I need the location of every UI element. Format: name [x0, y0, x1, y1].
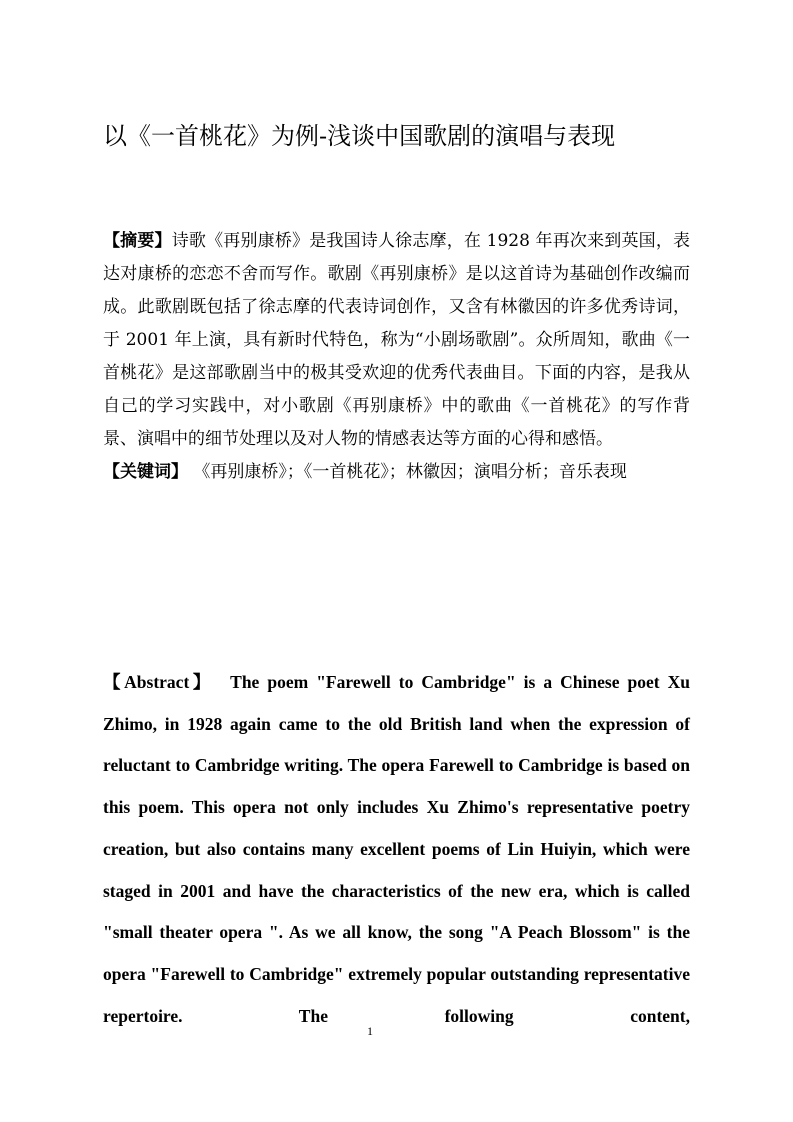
abstract-en-label: 【Abstract】: [103, 672, 215, 692]
keywords-cn-text: 《再别康桥》；《一首桃花》；林徽因；演唱分析；音乐表现: [188, 462, 627, 482]
chinese-keywords: [103, 456, 690, 489]
chinese-abstract: [103, 225, 690, 456]
abstract-cn-text: 诗歌《再别康桥》是我国诗人徐志摩，在 1928 年再次来到英国，表达对康桥的恋恋不舍而写作。歌剧《再别康桥》是以这首诗为基础创作改编而成。此歌剧既包括了徐志摩的代表诗词创作，又含有林徽因的许多优秀诗词，于 2001 年上演，具有新时代特色，称为“小剧场歌剧”。众所周知，歌曲《一首桃花》是这部歌剧当中的极其受欢迎的优秀代表曲目。下面的内容，是我从自己的学习实践中，对小歌剧《再别康桥》中的歌曲《一首桃花》的写作背景、演唱中的细节处理以及对人物的情感表达等方面的心得和感悟。: [103, 231, 691, 449]
abstract-en-text: The poem "Farewell to Cambridge" is a Chinese poet Xu Zhimo, in 1928 again came to the old British land when the expression of reluctant to Cambridge writing. The opera Farewell to Cambridge is based on this poem. This opera not only includes Xu Zhimo's representative poetry creation, but also contains many excellent poems of Lin Huiyin, which were staged in 2001 and have the characteristics of the new era, which is called "small theater opera ". As we all know, the song "A Peach Blossom" is the opera "Farewell to Cambridge" extremely popular outstanding representative repertoire. The following content,: [103, 672, 690, 1026]
keywords-cn-label: 【关键词】: [103, 462, 188, 482]
chinese-abstract-section: [103, 225, 690, 489]
english-abstract: [103, 662, 690, 1037]
abstract-cn-label: 【摘要】: [103, 231, 172, 251]
page-number: 1: [367, 1024, 373, 1038]
paper-title: 以《一首桃花》为例-浅谈中国歌剧的演唱与表现: [103, 122, 616, 150]
